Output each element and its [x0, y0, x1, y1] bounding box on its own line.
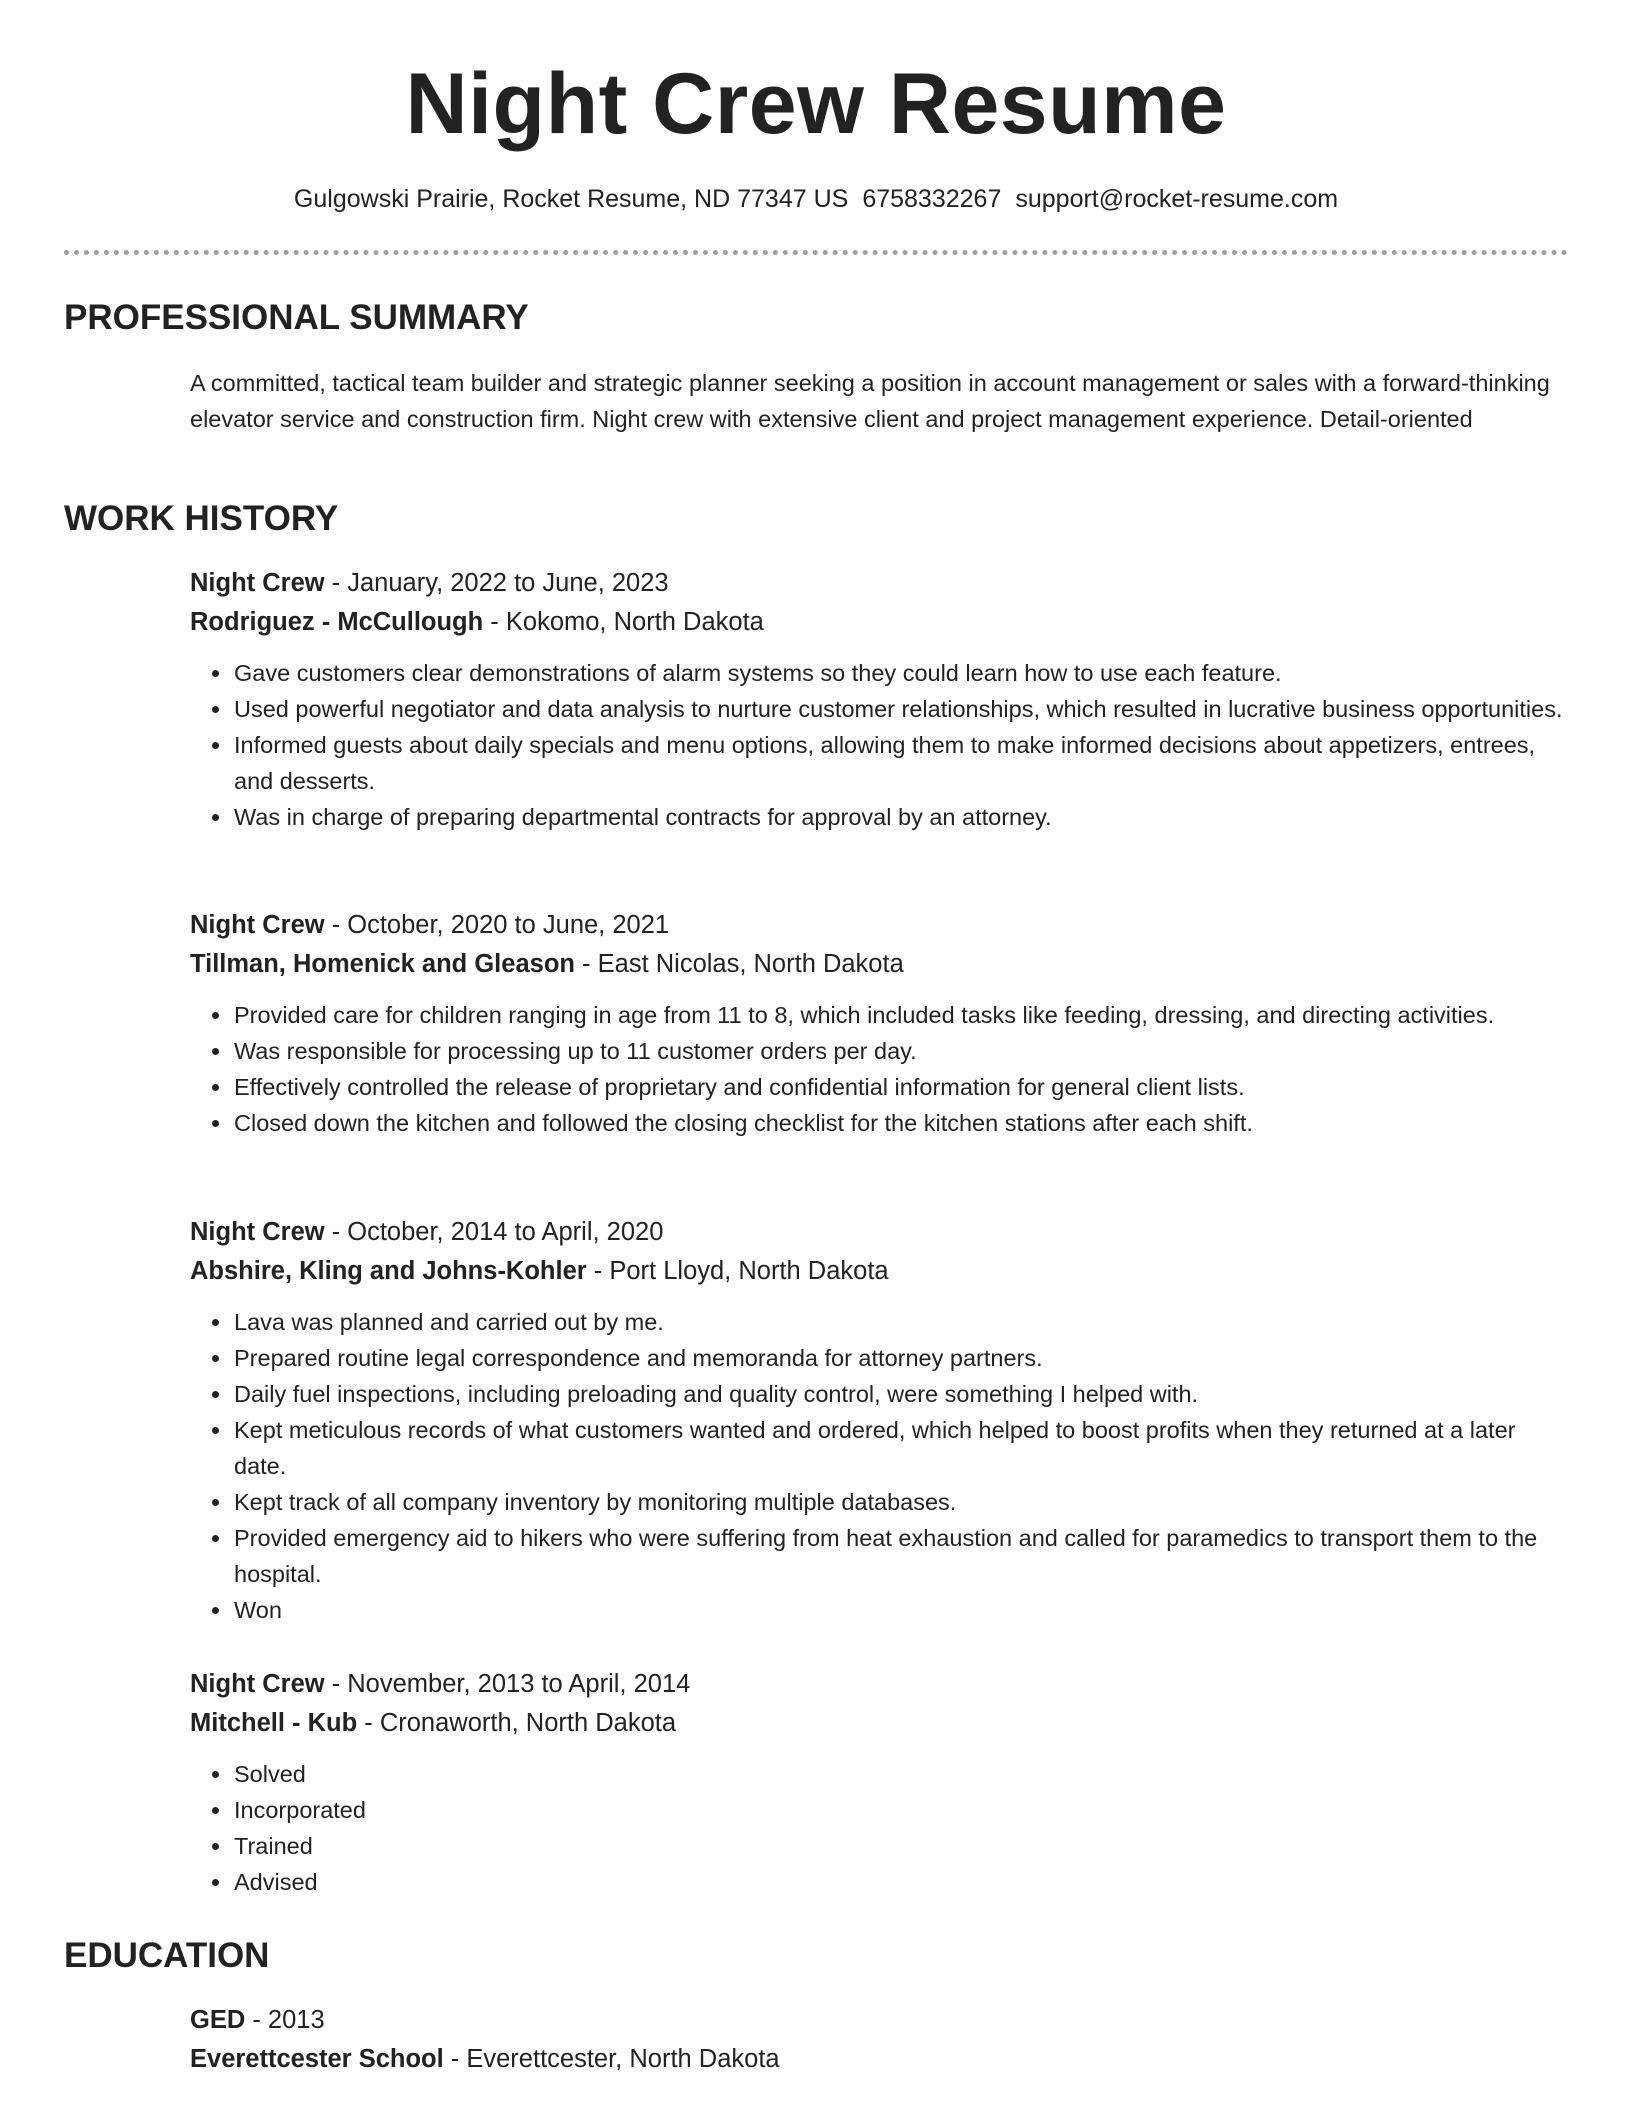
job-entry — [190, 1213, 1570, 1628]
contact-address: Gulgowski Prairie, Rocket Resume, ND 77347 US — [293, 185, 849, 213]
job-title: Night Crew — [190, 911, 325, 939]
job-company: Mitchell - Kub — [190, 1709, 358, 1737]
job-title-line — [190, 564, 1570, 602]
education-location: - Everettcester, North Dakota — [443, 2045, 780, 2073]
education-entry — [190, 2001, 1570, 2078]
job-location: - East Nicolas, North Dakota — [574, 950, 904, 978]
job-dates: - October, 2020 to June, 2021 — [324, 911, 670, 939]
work-history-heading: WORK HISTORY — [64, 499, 339, 538]
job-location: - Port Lloyd, North Dakota — [586, 1257, 889, 1285]
job-bullets — [190, 997, 1570, 1141]
job-bullet: • Provided emergency aid to hikers who were suffering from heat exhaustion and called for paramedics to transport them to the hospital. — [233, 1520, 1570, 1592]
job-dates: - November, 2013 to April, 2014 — [324, 1670, 691, 1698]
job-title-line — [190, 1213, 1570, 1251]
job-company-line — [190, 603, 1570, 641]
summary-heading: PROFESSIONAL SUMMARY — [64, 298, 529, 337]
job-entry — [190, 564, 1570, 835]
job-dates: - January, 2022 to June, 2023 — [324, 569, 669, 597]
contact-line — [0, 182, 1632, 216]
education-degree: GED — [190, 2006, 246, 2034]
job-bullet: • Trained — [233, 1828, 1570, 1864]
job-company-line — [190, 945, 1570, 983]
education-year: - 2013 — [245, 2006, 325, 2034]
job-company: Abshire, Kling and Johns-Kohler — [190, 1257, 587, 1285]
job-dates: - October, 2014 to April, 2020 — [324, 1218, 664, 1246]
education-degree-line — [190, 2001, 1570, 2039]
job-entry — [190, 1665, 1570, 1900]
job-bullet: • Effectively controlled the release of proprietary and confidential information for general client lists. — [233, 1069, 1570, 1105]
summary-text: A committed, tactical team builder and strategic planner seeking a position in account management or sales with a forward-thinking elevator service and construction firm. Night crew with extensive client and project management experience. Detail-oriented — [190, 370, 1550, 432]
job-bullet: • Prepared routine legal correspondence and memoranda for attorney partners. — [233, 1340, 1570, 1376]
education-school: Everettcester School — [190, 2045, 444, 2073]
job-bullet: • Incorporated — [233, 1792, 1570, 1828]
job-bullet: • Lava was planned and carried out by me. — [233, 1304, 1570, 1340]
job-bullets — [190, 1756, 1570, 1900]
job-bullet: • Kept meticulous records of what customers wanted and ordered, which helped to boost profits when they returned at a later date. — [233, 1412, 1570, 1484]
education-heading: EDUCATION — [64, 1936, 270, 1975]
job-bullet: • Closed down the kitchen and followed the closing checklist for the kitchen stations after each shift. — [233, 1105, 1570, 1141]
job-company: Rodriguez - McCullough — [190, 608, 484, 636]
contact-phone: 6758332267 — [862, 185, 1002, 213]
job-bullet: • Kept track of all company inventory by monitoring multiple databases. — [233, 1484, 1570, 1520]
job-bullet: • Was in charge of preparing departmental contracts for approval by an attorney. — [233, 799, 1570, 835]
job-title: Night Crew — [190, 569, 325, 597]
job-company: Tillman, Homenick and Gleason — [190, 950, 575, 978]
job-title: Night Crew — [190, 1218, 325, 1246]
job-bullets — [190, 1304, 1570, 1628]
job-title-line — [190, 1665, 1570, 1703]
job-bullet: • Was responsible for processing up to 11 customer orders per day. — [233, 1033, 1570, 1069]
job-title-line — [190, 906, 1570, 944]
header-divider — [64, 250, 1568, 255]
job-bullet: • Won — [233, 1592, 1570, 1628]
job-bullet: • Solved — [233, 1756, 1570, 1792]
job-bullets — [190, 655, 1570, 835]
job-location: - Cronaworth, North Dakota — [357, 1709, 677, 1737]
job-bullet: • Used powerful negotiator and data analysis to nurture customer relationships, which resulted in lucrative business opportunities. — [233, 691, 1570, 727]
job-bullet: • Informed guests about daily specials and menu options, allowing them to make informed decisions about appetizers, entrees, and desserts. — [233, 727, 1570, 799]
job-company-line — [190, 1704, 1570, 1742]
job-bullet: • Provided care for children ranging in age from 11 to 8, which included tasks like feeding, dressing, and directing activities. — [233, 997, 1570, 1033]
education-school-line — [190, 2040, 1570, 2078]
job-entry — [190, 906, 1570, 1141]
job-company-line — [190, 1252, 1570, 1290]
job-bullet: • Daily fuel inspections, including preloading and quality control, were something I helped with. — [233, 1376, 1570, 1412]
job-location: - Kokomo, North Dakota — [483, 608, 764, 636]
job-title: Night Crew — [190, 1670, 325, 1698]
job-bullet: • Advised — [233, 1864, 1570, 1900]
job-bullet: • Gave customers clear demonstrations of alarm systems so they could learn how to use each feature. — [233, 655, 1570, 691]
resume-title: Night Crew Resume — [405, 56, 1227, 152]
contact-email: support@rocket-resume.com — [1015, 185, 1339, 213]
